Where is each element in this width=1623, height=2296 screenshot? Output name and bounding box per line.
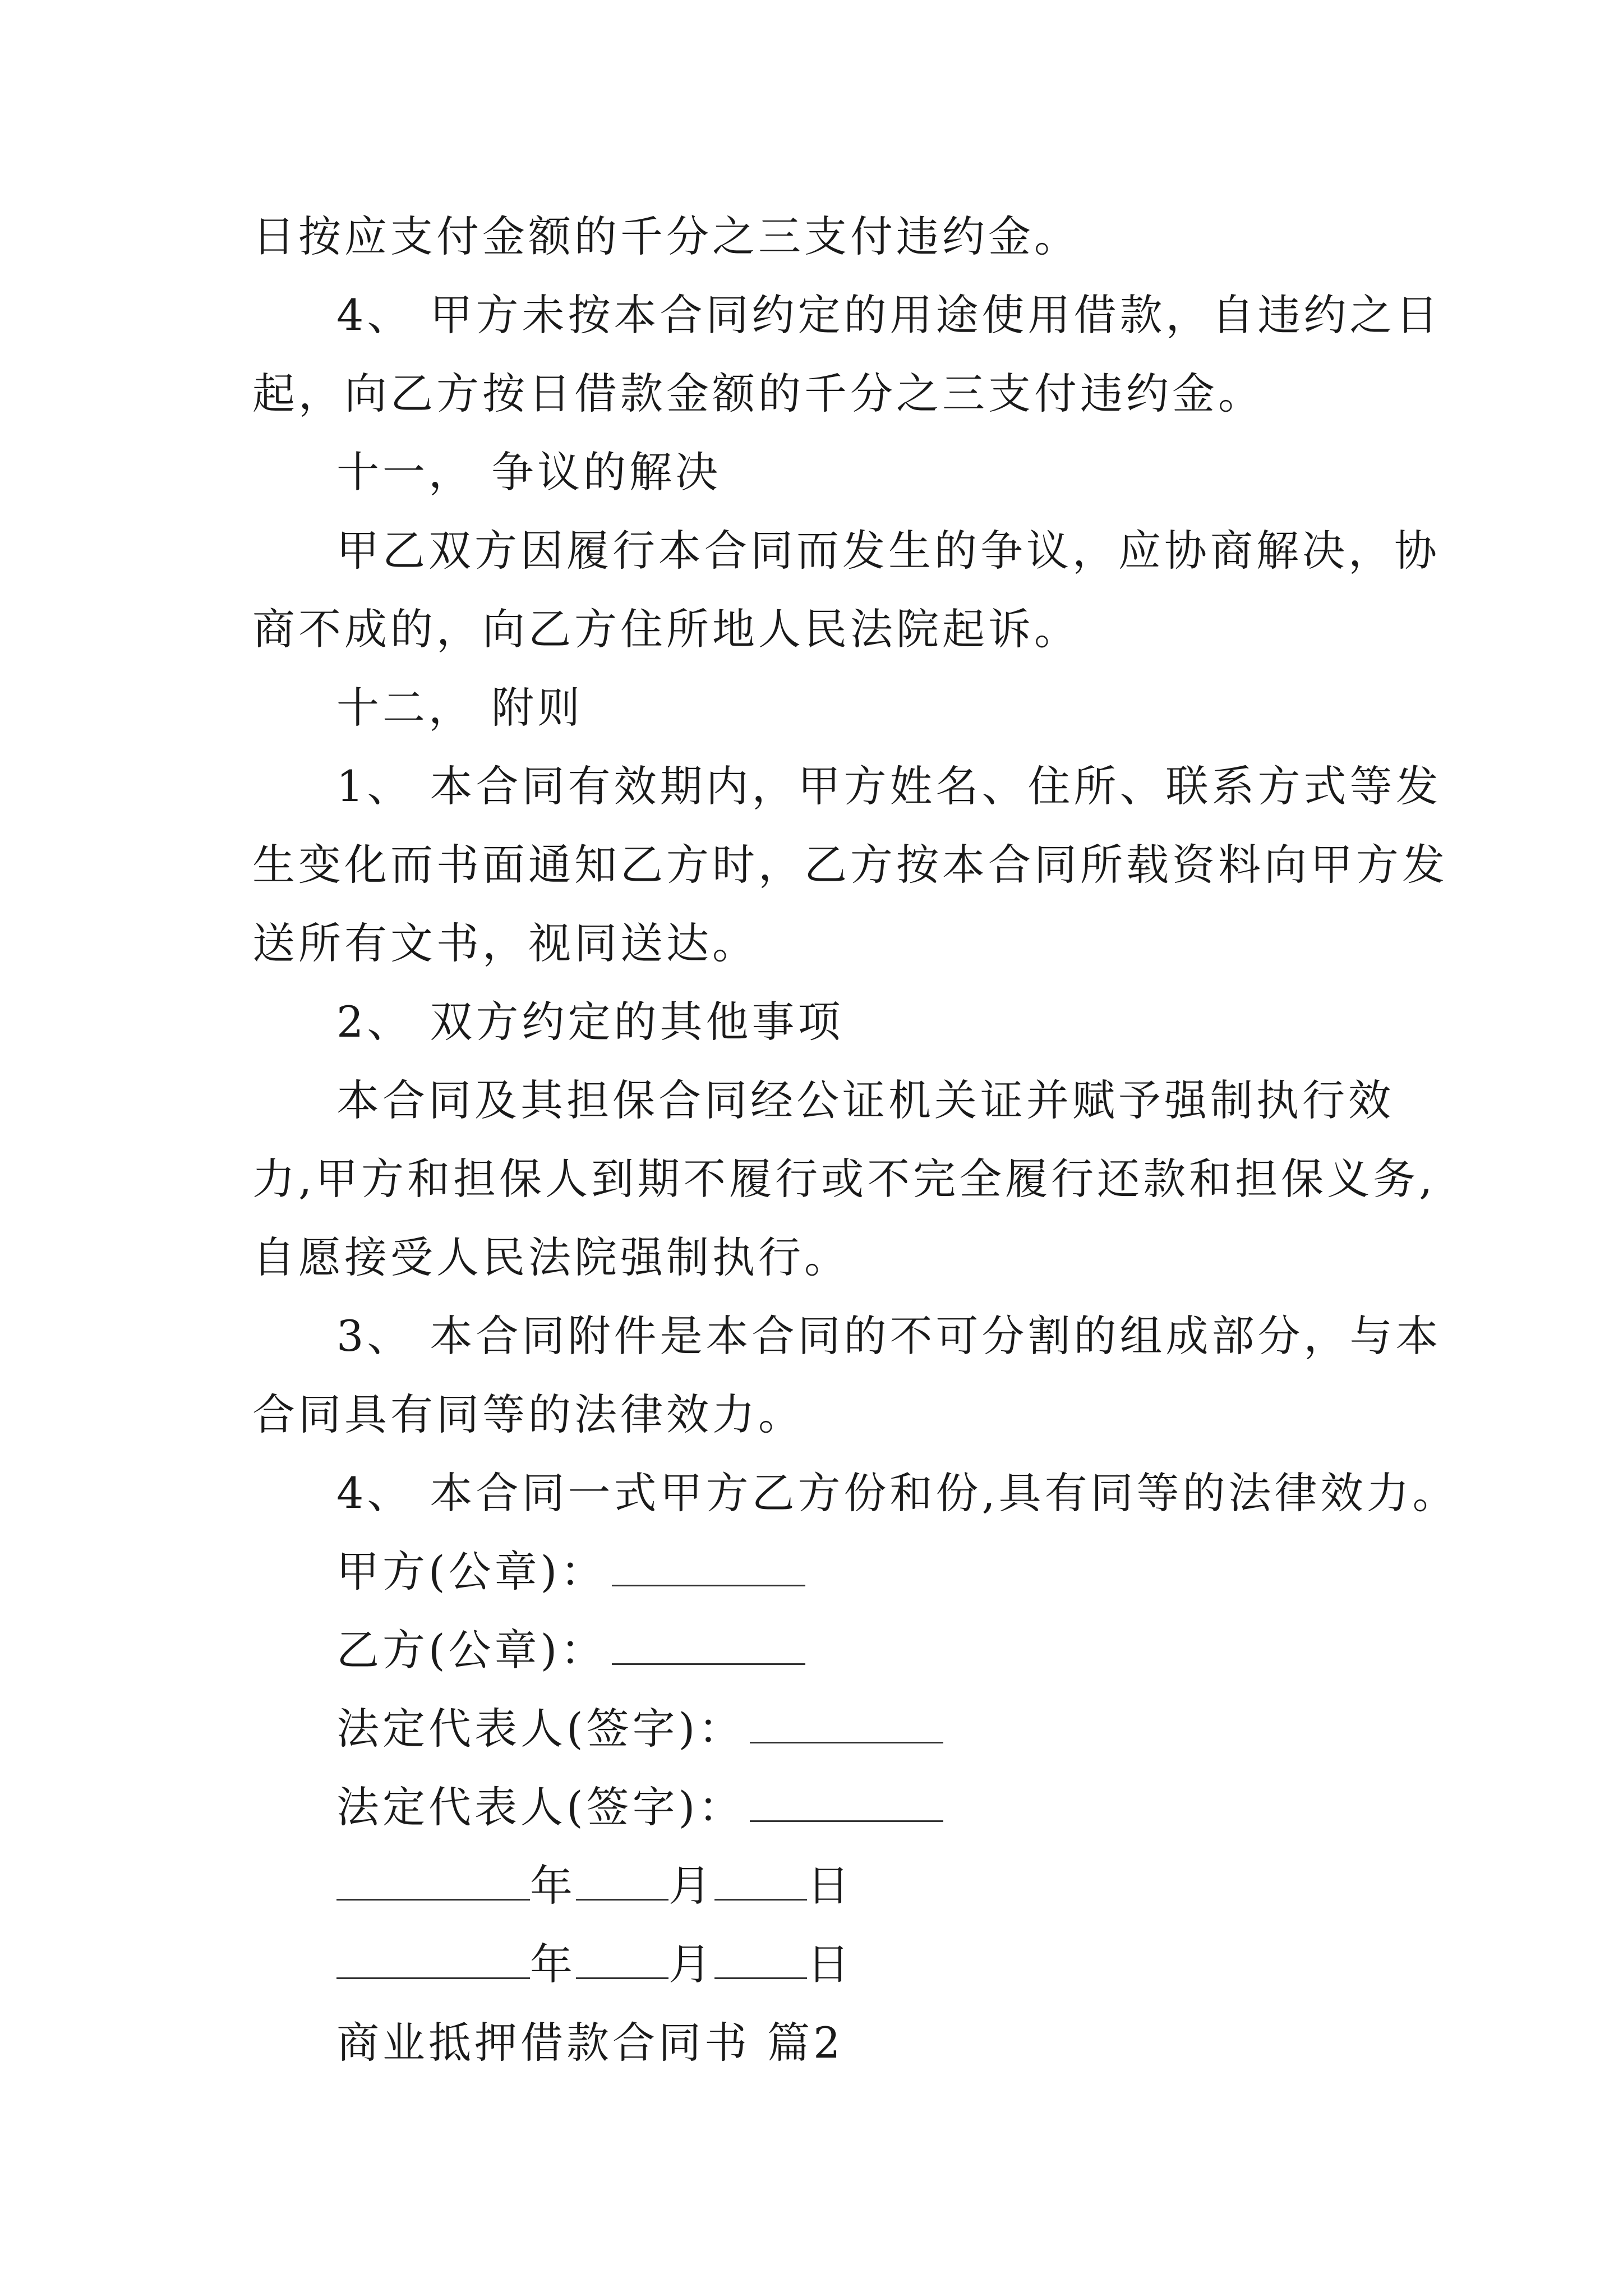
paragraph-line: 1、 本合同有效期内，甲方姓名、住所、联系方式等发 <box>336 761 1442 811</box>
signature-party-a <box>336 1544 1481 1600</box>
date-line <box>336 1858 1481 1914</box>
month-label: 月 <box>668 1861 714 1911</box>
paragraph-line: 生变化而书面通知乙方时，乙方按本合同所载资料向甲方发 <box>252 840 1448 890</box>
month-blank <box>576 1938 668 1979</box>
paragraph-line: 日按应支付金额的千分之三支付违约金。 <box>252 211 1080 261</box>
signature-rep-a <box>336 1701 1481 1757</box>
signature-blank <box>750 1703 943 1743</box>
paragraph-line: 4、 甲方未按本合同约定的用途使用借款，自违约之日 <box>336 290 1442 340</box>
signature-blank <box>612 1545 805 1586</box>
signature-blank <box>750 1781 943 1822</box>
paragraph-line: 本合同及其担保合同经公证机关证并赋予强制执行效 <box>336 1075 1394 1125</box>
paragraph-line: 甲乙双方因履行本合同而发生的争议，应协商解决，协 <box>336 526 1440 576</box>
year-label: 年 <box>530 1861 576 1911</box>
paragraph-line: 商不成的，向乙方住所地人民法院起诉。 <box>252 604 1080 654</box>
signature-label: 法定代表人(签字)： <box>336 1704 745 1754</box>
section-heading: 十一， 争议的解决 <box>336 447 722 497</box>
month-label: 月 <box>668 1939 714 1989</box>
paragraph-line: 4、 本合同一式甲方乙方份和份,具有同等的法律效力。 <box>336 1468 1459 1518</box>
date-line <box>336 1936 1481 1993</box>
day-label: 日 <box>807 1939 853 1989</box>
signature-label: 法定代表人(签字)： <box>336 1782 745 1832</box>
year-blank <box>336 1860 530 1901</box>
paragraph-line: 2、 双方约定的其他事项 <box>336 997 844 1047</box>
paragraph-line: 3、 本合同附件是本合同的不可分割的组成部分，与本 <box>336 1311 1442 1361</box>
next-section-title: 商业抵押借款合同书 篇2 <box>336 2018 844 2068</box>
paragraph-line: 自愿接受人民法院强制执行。 <box>252 1232 850 1282</box>
month-blank <box>576 1860 668 1901</box>
signature-rep-b <box>336 1779 1481 1835</box>
year-label: 年 <box>530 1939 576 1989</box>
signature-blank <box>612 1624 805 1665</box>
signature-label: 甲方(公章)： <box>336 1547 607 1596</box>
paragraph-line: 合同具有同等的法律效力。 <box>252 1389 804 1439</box>
day-label: 日 <box>807 1861 853 1911</box>
paragraph-line: 力,甲方和担保人到期不履行或不完全履行还款和担保义务, <box>252 1154 1436 1204</box>
day-blank <box>714 1860 807 1901</box>
day-blank <box>714 1938 807 1979</box>
paragraph-line: 送所有文书，视同送达。 <box>252 918 758 968</box>
paragraph-line: 起，向乙方按日借款金额的千分之三支付违约金。 <box>252 369 1264 418</box>
section-heading: 十二， 附则 <box>336 683 584 733</box>
signature-party-b <box>336 1622 1481 1678</box>
signature-label: 乙方(公章)： <box>336 1625 607 1675</box>
year-blank <box>336 1938 530 1979</box>
